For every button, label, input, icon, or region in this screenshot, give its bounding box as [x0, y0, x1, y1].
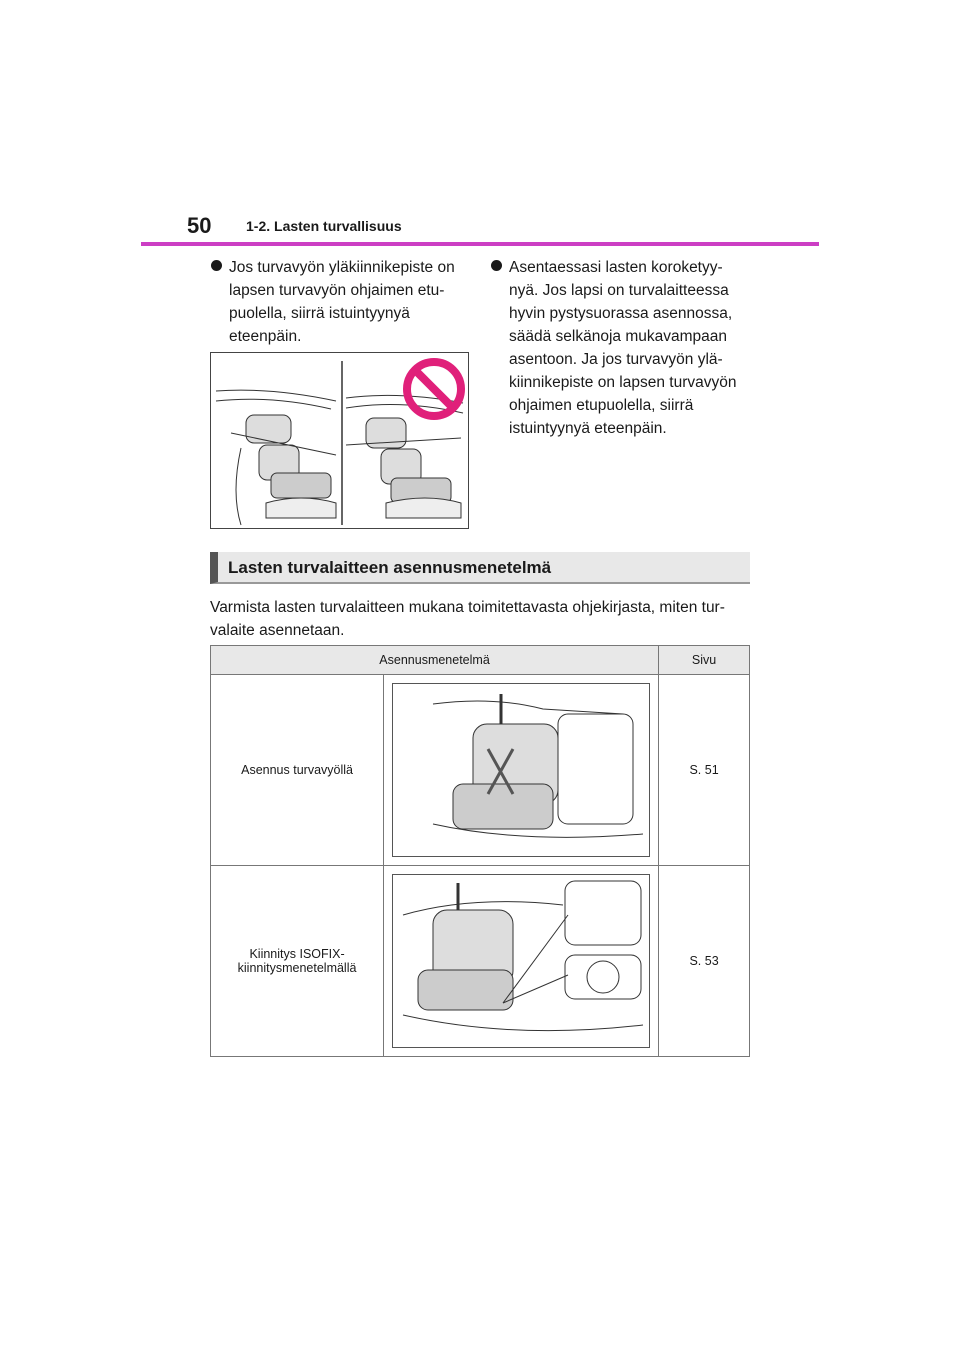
seatbelt-install-illustration [392, 683, 650, 857]
isofix-install-illustration-cell [384, 866, 659, 1057]
right-bullet [491, 256, 756, 440]
table-row [211, 675, 750, 866]
page-cell: S. 51 [659, 675, 750, 866]
table-header-page: Sivu [659, 646, 750, 675]
method-cell: Asennus turvavyöllä [211, 675, 384, 866]
seatbelt-install-illustration-cell [384, 675, 659, 866]
page-cell: S. 53 [659, 866, 750, 1057]
method-cell: Kiinnitys ISOFIX- kiinnitysmenetelmällä [211, 866, 384, 1057]
section-title: 1-2. Lasten turvallisuus [246, 218, 402, 234]
bullet-dot-icon [211, 260, 222, 271]
installation-methods-table [210, 645, 750, 1057]
isofix-symbol-icon [587, 961, 619, 993]
booster-seat-drawing [211, 353, 468, 528]
page-number: 50 [187, 213, 212, 238]
booster-seat-illustration [210, 352, 469, 529]
table-header-row [211, 646, 750, 675]
table-row [211, 866, 750, 1057]
bullet-dot-icon [491, 260, 502, 271]
left-bullet [211, 256, 476, 348]
heading-text: Lasten turvalaitteen asennusmenetelmä [228, 558, 552, 577]
header-rule [141, 242, 819, 246]
right-bullet-text: Asentaessasi lasten koroketyy- nyä. Jos lapsi on turvalaitteessa hyvin pystysuorassa asennossa, säädä selkänoja mukavampaan asentoon. Ja jos turvavyön ylä- kiinnikepiste on lapsen turvavyön ohjaimen etupuolella, siirrä istuintyynyä eteenpäin. [509, 259, 737, 437]
isofix-install-illustration [392, 874, 650, 1048]
table-header-method: Asennusmenetelmä [211, 646, 659, 675]
left-bullet-text: Jos turvavyön yläkiinnikepiste on lapsen turvavyön ohjaimen etu- puolella, siirrä istuintyynyä eteenpäin. [229, 259, 455, 345]
section-heading [210, 552, 750, 584]
intro-paragraph: Varmista lasten turvalaitteen mukana toimitettavasta ohjekirjasta, miten tur- valaite asennetaan. [210, 599, 725, 639]
